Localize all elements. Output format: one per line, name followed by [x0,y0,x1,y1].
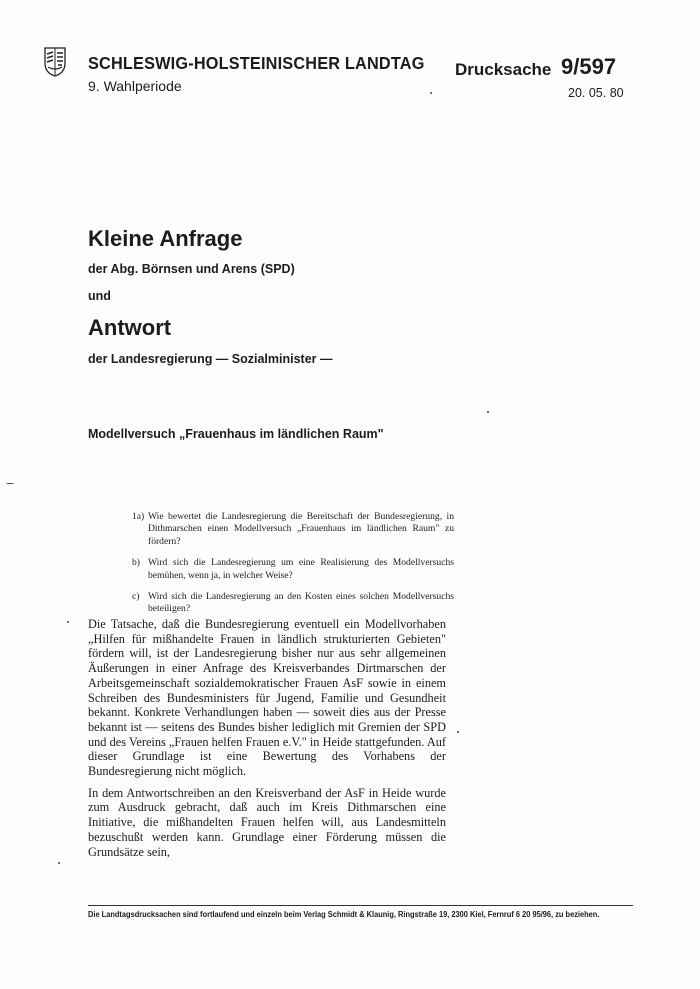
parliament-name: SCHLESWIG-HOLSTEINISCHER LANDTAG [88,53,425,73]
drucksache-label: Drucksache [455,60,552,79]
heading-antwort: Antwort [88,315,172,340]
answer-body [88,617,446,866]
drucksache-number: 9/597 [561,54,617,79]
coat-of-arms-icon [44,47,66,77]
question-text: Wie bewertet die Landesregierung die Bereitschaft der Bundesregierung, in Dithmarschen einen Modellversuch „Frauenhaus im ländlichen Raum" zu fördern? [148,511,454,547]
question-item [132,511,454,548]
question-text: Wird sich die Landesregierung um eine Realisierung des Modellversuchs bemühen, wenn ja, in welcher Weise? [148,557,454,581]
legislative-period: 9. Wahlperiode [88,78,182,94]
inquiry-topic: Modellversuch „Frauenhaus im ländlichen Raum" [88,427,384,441]
footer-divider [88,905,633,906]
scan-speck [457,731,459,733]
question-label: c) [132,591,140,603]
heading-kleine-anfrage: Kleine Anfrage [88,226,243,251]
inquiry-authors: der Abg. Börnsen und Arens (SPD) [88,262,295,276]
question-label: b) [132,557,140,569]
scan-speck [430,92,432,94]
question-text: Wird sich die Landesregierung an den Kosten eines solchen Modellversuchs beteiligen? [148,591,454,615]
question-list [132,511,454,625]
publisher-footer: Die Landtagsdrucksachen sind fortlaufend und einzeln beim Verlag Schmidt & Klaunig, Ringstraße 19, 2300 Kiel, Fernruf 6 20 95/96, zu beziehen. [88,910,600,919]
scan-speck [67,621,69,623]
question-item [132,557,454,582]
answer-paragraph: In dem Antwortschreiben an den Kreisverband der AsF in Heide wurde zum Ausdruck gebracht, daß auch im Kreis Dithmarschen eine Initiative, die mißhandelten Frauen helfen will, aus Landesmitteln bezuschußt werden kann. Grundlage einer Förderung müssen die Grundsätze sein, [88,785,446,859]
responding-body: der Landesregierung — Sozialminister — [88,352,333,366]
answer-paragraph: Die Tatsache, daß die Bundesregierung eventuell ein Modellvorhaben „Hilfen für mißhandelte Frauen in ländlich strukturierten Gebieten" fördern will, ist der Landesregierung bisher nur aus sehr allgemeinen Äußerungen in einer Anfrage des Kreisverbandes Dirtmarschen der Arbeitsgemeinschaft sozialdemokratischer Frauen AsF sowie in einem Schreiben des Bundesministers für Jugend, Familie und Gesundheit bekannt. Konkrete Verhandlungen haben — soweit dies aus der Presse bekannt ist — seitens des Bundes bisher lediglich mit Gremien der SPD und des Vereins „Frauen helfen Frauen e.V." in Heide stattgefunden. Auf dieser Grundlage ist eine Bewertung des Vorhabens der Bundesregierung nicht möglich. [88,617,446,779]
scan-speck [6,483,14,484]
document-date: 20. 05. 80 [568,86,624,100]
scan-speck [487,411,489,413]
question-label: 1a) [132,511,145,522]
question-item [132,591,454,616]
conjunction-und: und [88,289,111,303]
scan-speck [58,862,60,864]
